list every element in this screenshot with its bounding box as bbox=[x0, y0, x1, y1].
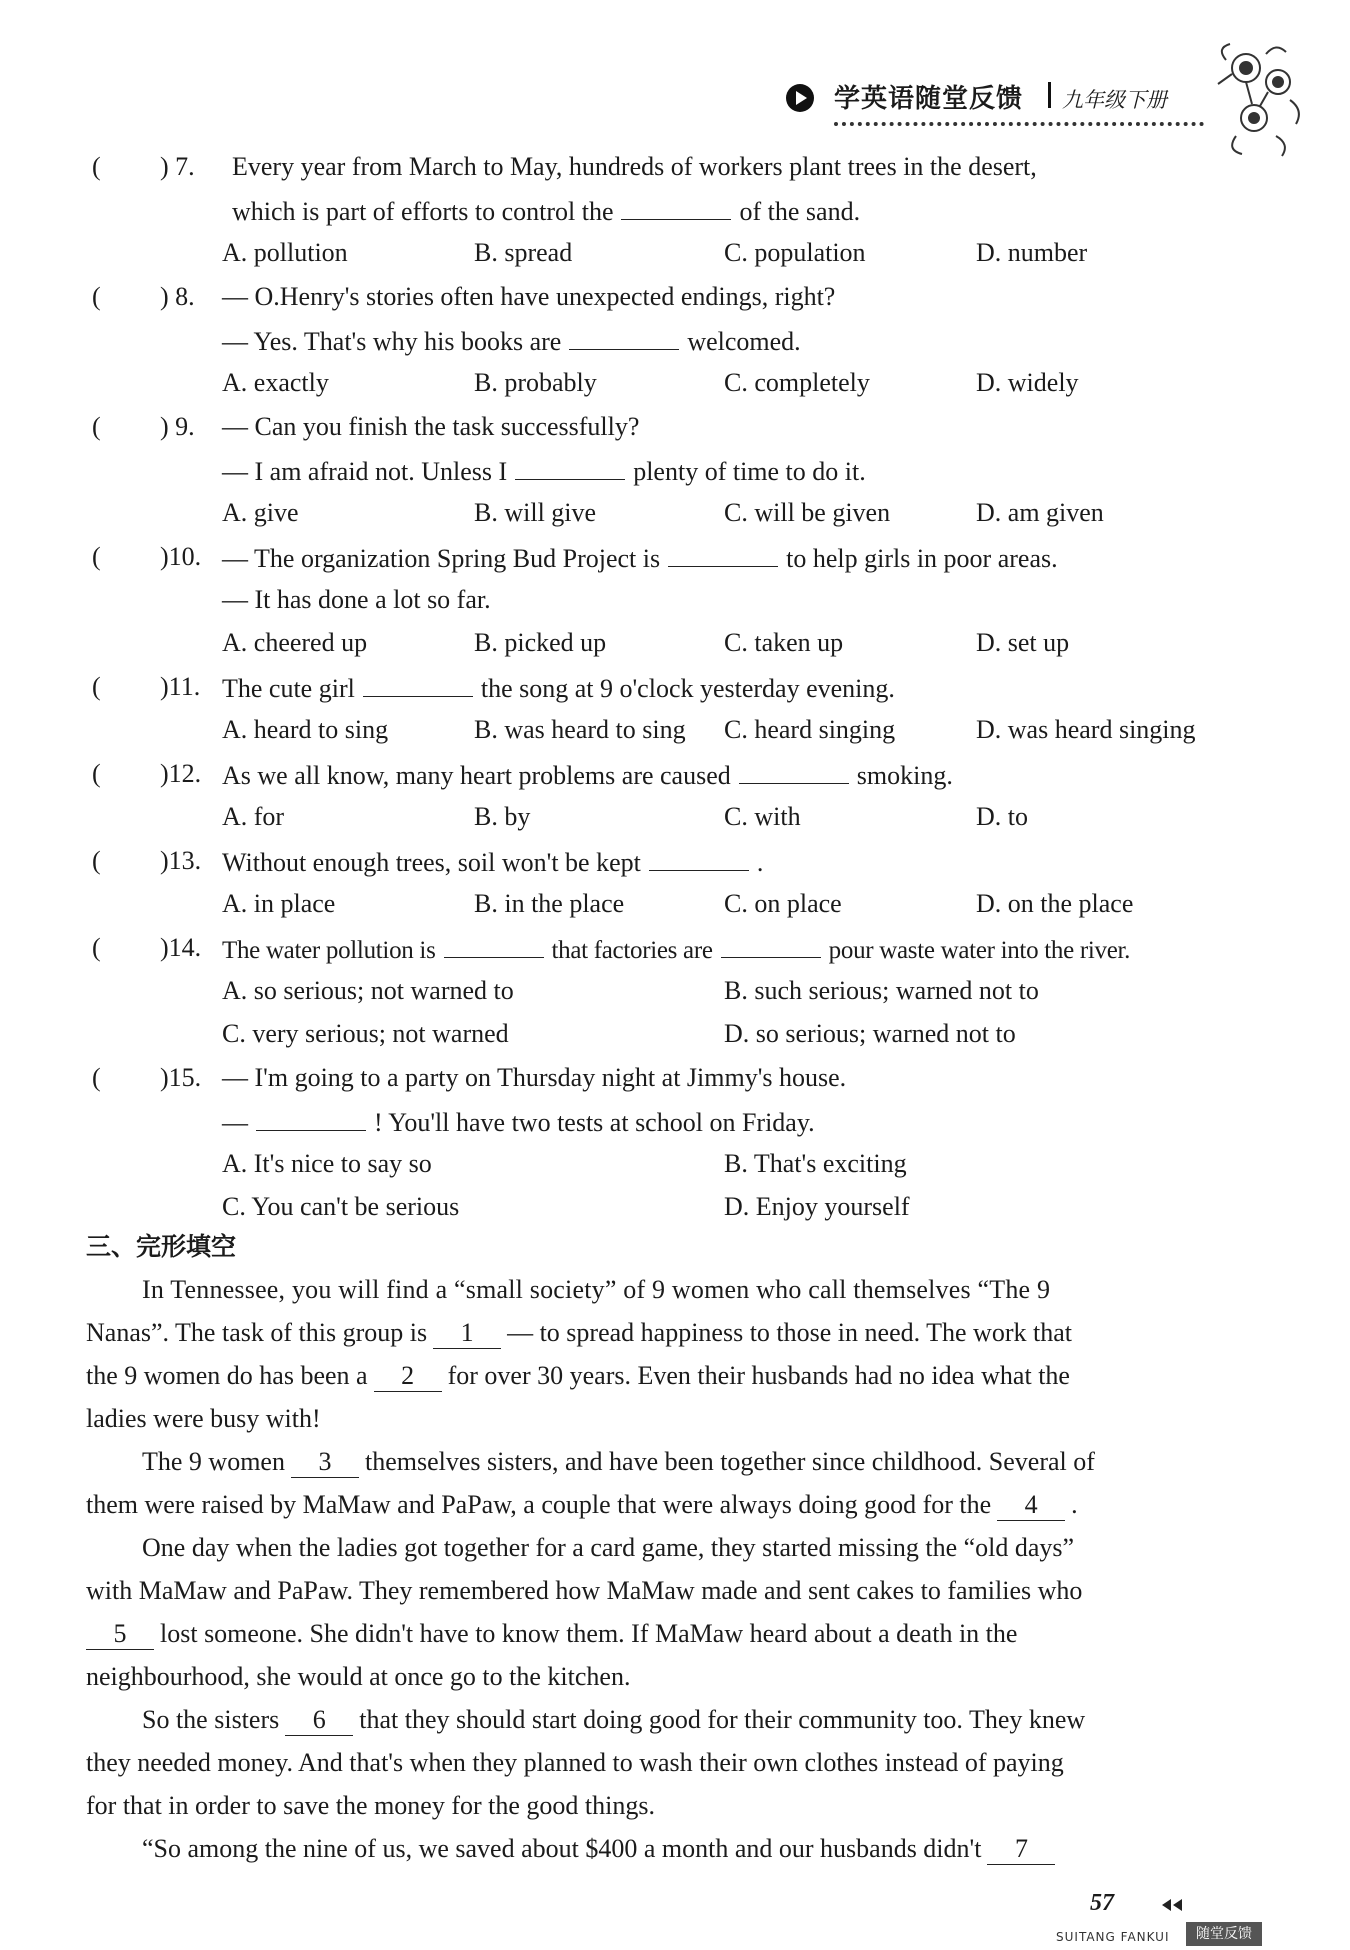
option-d: D. so serious; warned not to bbox=[724, 1019, 1016, 1048]
passage-text: for over 30 years. Even their husbands had no idea what the bbox=[447, 1361, 1070, 1390]
option-d: D. to bbox=[976, 802, 1028, 831]
answer-paren: ( bbox=[92, 933, 101, 962]
double-arrow-left-icon bbox=[1160, 1898, 1184, 1912]
cloze-blank-4: 4 bbox=[997, 1490, 1065, 1521]
passage-line: In Tennessee, you will find a “small society” of 9 women who call themselves “The 9 bbox=[142, 1275, 1051, 1304]
answer-blank bbox=[668, 540, 778, 567]
answer-paren: ( bbox=[92, 152, 101, 181]
passage-line bbox=[86, 1316, 1236, 1350]
passage-line: with MaMaw and PaPaw. They remembered how MaMaw made and sent cakes to families who bbox=[86, 1576, 1083, 1605]
cloze-blank-3: 3 bbox=[291, 1447, 359, 1478]
book-grade: 九年级下册 bbox=[1062, 88, 1167, 112]
passage-text: lost someone. She didn't have to know them. If MaMaw heard about a death in the bbox=[160, 1619, 1018, 1648]
question-text bbox=[222, 453, 866, 489]
cloze-blank-6: 6 bbox=[285, 1705, 353, 1736]
answer-paren: ( bbox=[92, 282, 101, 311]
question-text-part: As we all know, many heart problems are caused bbox=[222, 761, 731, 790]
passage-line bbox=[86, 1445, 1236, 1479]
question-text-part: — Yes. That's why his books are bbox=[222, 327, 562, 356]
cloze-blank-7: 7 bbox=[987, 1834, 1055, 1865]
option-d: D. on the place bbox=[976, 889, 1134, 918]
question-text-part: Without enough trees, soil won't be kept bbox=[222, 848, 641, 877]
question-text bbox=[222, 1104, 815, 1140]
question-text-part: The water pollution is bbox=[222, 937, 436, 964]
passage-text: that they should start doing good for their community too. They knew bbox=[359, 1705, 1086, 1734]
question-text bbox=[232, 193, 860, 229]
option-a: A. cheered up bbox=[222, 628, 368, 657]
passage-text: “So among the nine of us, we saved about $400 a month and our husbands didn't bbox=[142, 1834, 982, 1863]
option-c: C. taken up bbox=[724, 628, 844, 657]
option-c: C. heard singing bbox=[724, 715, 896, 744]
option-c: C. completely bbox=[724, 368, 870, 397]
answer-blank bbox=[739, 757, 849, 784]
question-number: )14. bbox=[160, 933, 202, 962]
question-text-part: ! You'll have two tests at school on Friday. bbox=[374, 1108, 815, 1137]
passage-text: — to spread happiness to those in need. The work that bbox=[507, 1318, 1072, 1347]
question-number: ) 8. bbox=[160, 282, 195, 311]
question-text-part: — bbox=[222, 1108, 248, 1137]
page-header bbox=[786, 78, 1206, 128]
question-text: — I'm going to a party on Thursday night at Jimmy's house. bbox=[222, 1063, 847, 1092]
passage-line bbox=[86, 1617, 1236, 1651]
passage-line bbox=[86, 1703, 1236, 1737]
play-icon bbox=[786, 84, 814, 112]
question-number: )10. bbox=[160, 542, 202, 571]
passage-text: them were raised by MaMaw and PaPaw, a couple that were always doing good for the bbox=[86, 1490, 992, 1519]
question-number: )12. bbox=[160, 759, 202, 788]
question-text: — O.Henry's stories often have unexpected endings, right? bbox=[222, 282, 836, 311]
passage-line: they needed money. And that's when they planned to wash their own clothes instead of paying bbox=[86, 1748, 1064, 1777]
passage-text: The 9 women bbox=[142, 1447, 285, 1476]
option-a: A. heard to sing bbox=[222, 715, 389, 744]
question-text bbox=[222, 670, 895, 706]
passage-line: neighbourhood, she would at once go to the kitchen. bbox=[86, 1662, 631, 1691]
question-text-part: — I am afraid not. Unless I bbox=[222, 457, 508, 486]
answer-blank bbox=[569, 323, 679, 350]
option-b: B. such serious; warned not to bbox=[724, 976, 1039, 1005]
answer-blank bbox=[363, 670, 473, 697]
question-text bbox=[222, 323, 801, 359]
option-b: B. That's exciting bbox=[724, 1149, 907, 1178]
question-number: )11. bbox=[160, 672, 201, 701]
question-text-part: . bbox=[756, 848, 764, 877]
answer-blank bbox=[515, 453, 625, 480]
passage-text: So the sisters bbox=[142, 1705, 280, 1734]
answer-paren: ( bbox=[92, 759, 101, 788]
answer-paren: ( bbox=[92, 412, 101, 441]
passage-text: . bbox=[1071, 1490, 1078, 1519]
passage-line bbox=[86, 1832, 1236, 1866]
question-number: )13. bbox=[160, 846, 202, 875]
question-text bbox=[222, 931, 1130, 968]
answer-paren: ( bbox=[92, 672, 101, 701]
page-number: 57 bbox=[1090, 1890, 1114, 1916]
question-number: )15. bbox=[160, 1063, 202, 1092]
option-c: C. will be given bbox=[724, 498, 891, 527]
option-b: B. picked up bbox=[474, 628, 607, 657]
passage-line bbox=[86, 1359, 1236, 1393]
option-c: C. on place bbox=[724, 889, 842, 918]
option-b: B. spread bbox=[474, 238, 573, 267]
option-d: D. am given bbox=[976, 498, 1104, 527]
passage-text: themselves sisters, and have been together since childhood. Several of bbox=[364, 1447, 1095, 1476]
option-c: C. very serious; not warned bbox=[222, 1019, 509, 1048]
option-b: B. will give bbox=[474, 498, 597, 527]
option-d: D. was heard singing bbox=[976, 715, 1196, 744]
book-title: 学英语随堂反馈 bbox=[834, 84, 1024, 114]
question-text-part: the song at 9 o'clock yesterday evening. bbox=[480, 674, 895, 703]
option-a: A. give bbox=[222, 498, 299, 527]
option-d: D. Enjoy yourself bbox=[724, 1192, 910, 1221]
footer-brand: SUITANG FANKUI bbox=[1056, 1930, 1170, 1944]
cloze-blank-2: 2 bbox=[374, 1361, 442, 1392]
option-a: A. so serious; not warned to bbox=[222, 976, 514, 1005]
option-a: A. exactly bbox=[222, 368, 329, 397]
section-title: 三、完形填空 bbox=[86, 1232, 237, 1261]
question-text: — It has done a lot so far. bbox=[222, 585, 491, 614]
option-a: A. It's nice to say so bbox=[222, 1149, 432, 1178]
question-text-part: pour waste water into the river. bbox=[828, 937, 1131, 964]
answer-paren: ( bbox=[92, 542, 101, 571]
option-a: A. pollution bbox=[222, 238, 348, 267]
question-text bbox=[222, 540, 1058, 576]
answer-blank bbox=[256, 1104, 366, 1131]
answer-paren: ( bbox=[92, 846, 101, 875]
question-text bbox=[222, 844, 763, 880]
header-dotted-rule bbox=[834, 122, 1204, 126]
option-d: D. set up bbox=[976, 628, 1070, 657]
footer-badge: 随堂反馈 bbox=[1186, 1922, 1262, 1946]
question-text-part: to help girls in poor areas. bbox=[786, 544, 1058, 573]
question-text bbox=[222, 757, 953, 793]
answer-blank bbox=[649, 844, 749, 871]
question-text-part: smoking. bbox=[856, 761, 953, 790]
question-text: — Can you finish the task successfully? bbox=[222, 412, 640, 441]
cloze-blank-1: 1 bbox=[433, 1318, 501, 1349]
answer-blank bbox=[444, 931, 544, 958]
question-text-part: of the sand. bbox=[739, 197, 861, 226]
question-text-part: which is part of efforts to control the bbox=[232, 197, 614, 226]
passage-line: ladies were busy with! bbox=[86, 1404, 321, 1433]
question-text-part: welcomed. bbox=[687, 327, 801, 356]
option-d: D. widely bbox=[976, 368, 1079, 397]
answer-blank bbox=[721, 931, 821, 958]
question-text-part: plenty of time to do it. bbox=[633, 457, 866, 486]
passage-line: One day when the ladies got together for a card game, they started missing the “old days” bbox=[142, 1533, 1075, 1562]
option-c: C. You can't be serious bbox=[222, 1192, 460, 1221]
answer-paren: ( bbox=[92, 1063, 101, 1092]
option-a: A. in place bbox=[222, 889, 336, 918]
option-b: B. in the place bbox=[474, 889, 625, 918]
option-a: A. for bbox=[222, 802, 285, 831]
option-d: D. number bbox=[976, 238, 1088, 267]
passage-line: for that in order to save the money for the good things. bbox=[86, 1791, 655, 1820]
question-number: ) 9. bbox=[160, 412, 195, 441]
flower-decoration-icon bbox=[1206, 40, 1316, 160]
passage-text: Nanas”. The task of this group is bbox=[86, 1318, 428, 1347]
answer-blank bbox=[621, 193, 731, 220]
option-b: B. was heard to sing bbox=[474, 715, 686, 744]
header-divider bbox=[1048, 82, 1051, 108]
question-text-part: The cute girl bbox=[222, 674, 355, 703]
question-text-part: — The organization Spring Bud Project is bbox=[222, 544, 661, 573]
question-text-part: that factories are bbox=[551, 937, 713, 964]
question-text: Every year from March to May, hundreds of workers plant trees in the desert, bbox=[232, 152, 1037, 181]
option-c: C. population bbox=[724, 238, 866, 267]
option-c: C. with bbox=[724, 802, 801, 831]
passage-text: the 9 women do has been a bbox=[86, 1361, 368, 1390]
passage-line bbox=[86, 1488, 1236, 1522]
option-b: B. probably bbox=[474, 368, 597, 397]
option-b: B. by bbox=[474, 802, 531, 831]
question-number: ) 7. bbox=[160, 152, 195, 181]
cloze-blank-5: 5 bbox=[86, 1619, 154, 1650]
